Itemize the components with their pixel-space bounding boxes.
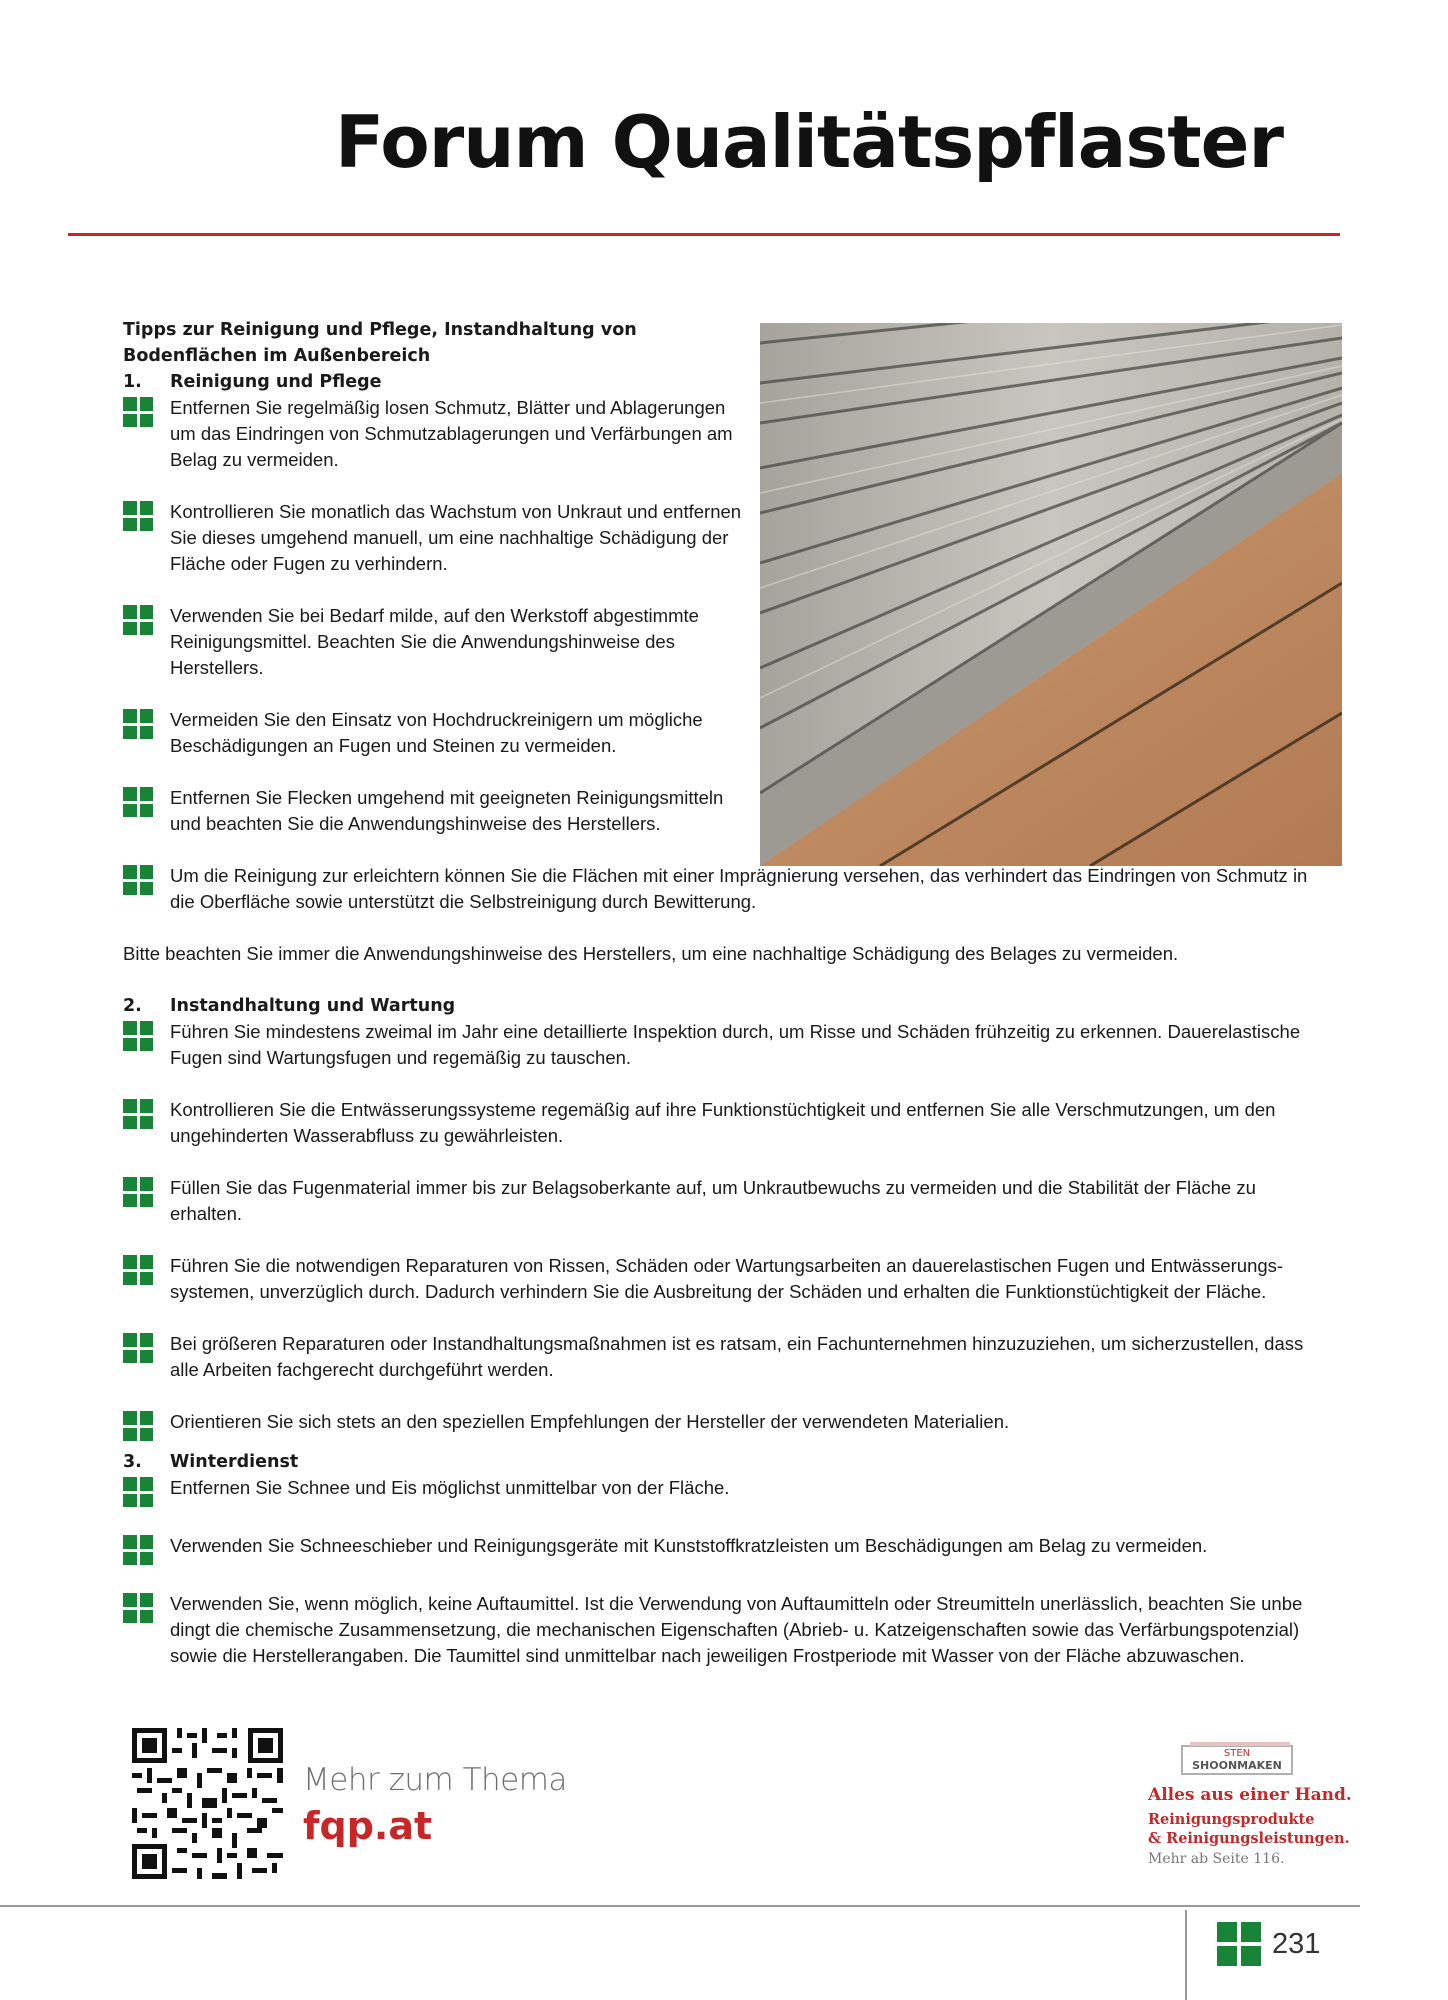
more-label: Mehr zum Thema: [303, 1762, 567, 1798]
item-text: Verwenden Sie bei Bedarf milde, auf den Werkstoff abgestimmte Reinigungsmittel. Beachten Sie die Anwendungshinweise des Herstellers.: [170, 605, 699, 678]
green-square-bullet-icon: [123, 1177, 153, 1207]
footer-divider: [0, 1905, 1360, 1907]
item-text: Entfernen Sie regelmäßig losen Schmutz, Blätter und Ablagerungen um das Eindringen von Schmutzablagerungen und Verfärbungen am Belag zu vermeiden.: [170, 397, 733, 470]
page-title: Forum Qualitätspflaster: [334, 100, 1283, 184]
qr-code[interactable]: [132, 1728, 283, 1879]
brand-sub-line-1: Reinigungsprodukte: [1148, 1811, 1315, 1828]
green-square-bullet-icon: [123, 1477, 153, 1507]
green-square-bullet-icon: [123, 1099, 153, 1129]
item-text: Vermeiden Sie den Einsatz von Hochdruckreinigern um mögliche Beschädigungen an Fugen und Steinen zu vermeiden.: [170, 709, 703, 756]
item-text: Kontrollieren Sie monatlich das Wachstum von Unkraut und entfernen Sie dieses umgehend manuell, um eine nachhaltige Schädigung der Fläche oder Fugen zu verhindern.: [170, 501, 742, 574]
list-item: [123, 707, 1313, 759]
brand-sub-line-2: & Reinigungsleistungen.: [1148, 1830, 1350, 1847]
green-square-bullet-icon: [123, 1593, 153, 1623]
footer-vertical-divider: [1185, 1910, 1187, 2000]
item-text: Füllen Sie das Fugenmaterial immer bis zur Belagsoberkante auf, um Unkrautbewuchs zu vermeiden und die Stabilität der Fläche zu erhalten.: [170, 1177, 1256, 1224]
green-square-bullet-icon: [123, 865, 153, 895]
section-title: Winterdienst: [170, 1452, 299, 1472]
item-text: Entfernen Sie Flecken umgehend mit geeigneten Reinigungsmitteln und beachten Sie die Anwendungshinweise des Herstellers.: [170, 787, 724, 834]
section-note: Bitte beachten Sie immer die Anwendungshinweise des Herstellers, um eine nachhaltige Schädigung des Belages zu vermeiden.: [123, 943, 1179, 964]
brand-tagline: Alles aus einer Hand.: [1148, 1785, 1352, 1805]
section-title: Instandhaltung und Wartung: [170, 996, 456, 1016]
section-number: 2.: [123, 996, 142, 1016]
item-text: Entfernen Sie Schnee und Eis möglichst unmittelbar von der Fläche.: [170, 1477, 730, 1498]
list-item: [123, 863, 1313, 915]
list-item: [123, 499, 1313, 577]
green-square-bullet-icon: [123, 709, 153, 739]
list-item: [123, 1475, 1313, 1507]
item-text: Um die Reinigung zur erleichtern können Sie die Flächen mit einer Imprägnierung versehen, das verhindert das Eindringen von Schmutz in die Oberfläche sowie unterstützt die Selbstreinigung durch Bewitterung.: [170, 865, 1308, 912]
green-square-bullet-icon: [123, 605, 153, 635]
list-item: [123, 1331, 1313, 1383]
brand-logo-line1: STEN: [1223, 1748, 1251, 1759]
list-item: [123, 1097, 1313, 1149]
list-item: [123, 1409, 1313, 1441]
section-number: 3.: [123, 1452, 142, 1472]
brand-logo-line2: SHOONMAKEN: [1192, 1759, 1282, 1772]
page-number: 231: [1272, 1928, 1321, 1960]
item-text: Verwenden Sie Schneeschieber und Reinigungsgeräte mit Kunststoffkratzleisten um Beschädigungen am Belag zu vermeiden.: [170, 1535, 1208, 1556]
content: [123, 317, 1313, 1669]
more-link[interactable]: fqp.at: [303, 1804, 433, 1848]
item-text: Bei größeren Reparaturen oder Instandhaltungsmaßnahmen ist es ratsam, ein Fachunternehmen hinzuzuziehen, um sicherzustellen, dass alle Arbeiten fachgerecht durchgeführt werden.: [170, 1333, 1304, 1380]
green-square-bullet-icon: [123, 1535, 153, 1565]
intro-heading: Tipps zur Reinigung und Pflege, Instandhaltung von Bodenflächen im Außenbereich: [123, 320, 637, 366]
section-2-heading: [123, 993, 1313, 1019]
title-divider: [68, 233, 1340, 236]
green-square-bullet-icon: [123, 1021, 153, 1051]
list-item: [123, 1019, 1313, 1071]
brand-page-ref: Mehr ab Seite 116.: [1148, 1851, 1285, 1867]
green-square-logo-icon: [1217, 1922, 1261, 1966]
list-item: [123, 1591, 1313, 1669]
section-3-heading: [123, 1449, 1313, 1475]
green-square-bullet-icon: [123, 1411, 153, 1441]
section-1-heading: [123, 369, 1313, 395]
list-item: [123, 603, 1313, 681]
item-text: Führen Sie die notwendigen Reparaturen von Rissen, Schäden oder Wartungsarbeiten an dauerelastischen Fugen und Entwässerungs-systemen, unverzüglich durch. Dadurch verhindern Sie die Ausbreitung der Schäden und erhalten die Funktionstüchtigkeit der Fläche.: [170, 1255, 1284, 1302]
brand-logo: [1180, 1740, 1300, 1780]
section-number: 1.: [123, 372, 142, 392]
green-square-bullet-icon: [123, 397, 153, 427]
list-item: [123, 785, 1313, 837]
green-square-bullet-icon: [123, 787, 153, 817]
item-text: Kontrollieren Sie die Entwässerungssysteme regemäßig auf ihre Funktionstüchtigkeit und entfernen Sie alle Verschmutzungen, um den ungehinderten Wasserabfluss zu gewährleisten.: [170, 1099, 1276, 1146]
brand-services: [1148, 1810, 1350, 1848]
green-square-bullet-icon: [123, 1333, 153, 1363]
item-text: Orientieren Sie sich stets an den speziellen Empfehlungen der Hersteller der verwendeten Materialien.: [170, 1411, 1010, 1432]
item-text: Verwenden Sie, wenn möglich, keine Auftaumittel. Ist die Verwendung von Auftaumitteln oder Streumitteln unerlässlich, beachten Sie unbe dingt die chemische Zusammensetzung, die mechanischen Eigenschaften (Abrieb- u. Katzeigenschaften sowie das Verfärbungspotenzial) sowie die Herstellerangaben. Die Taumittel sind unmittelbar nach jeweiligen Frostperiode mit Wasser von der Fläche abzuwaschen.: [170, 1593, 1303, 1666]
list-item: [123, 1253, 1313, 1305]
item-text: Führen Sie mindestens zweimal im Jahr eine detaillierte Inspektion durch, um Risse und Schäden frühzeitig zu erkennen. Dauerelastische Fugen sind Wartungsfugen und regemäßig zu tauschen.: [170, 1021, 1301, 1068]
green-square-bullet-icon: [123, 501, 153, 531]
list-item: [123, 1175, 1313, 1227]
green-square-bullet-icon: [123, 1255, 153, 1285]
section-title: Reinigung und Pflege: [170, 372, 382, 392]
list-item: [123, 395, 1313, 473]
list-item: [123, 1533, 1313, 1565]
